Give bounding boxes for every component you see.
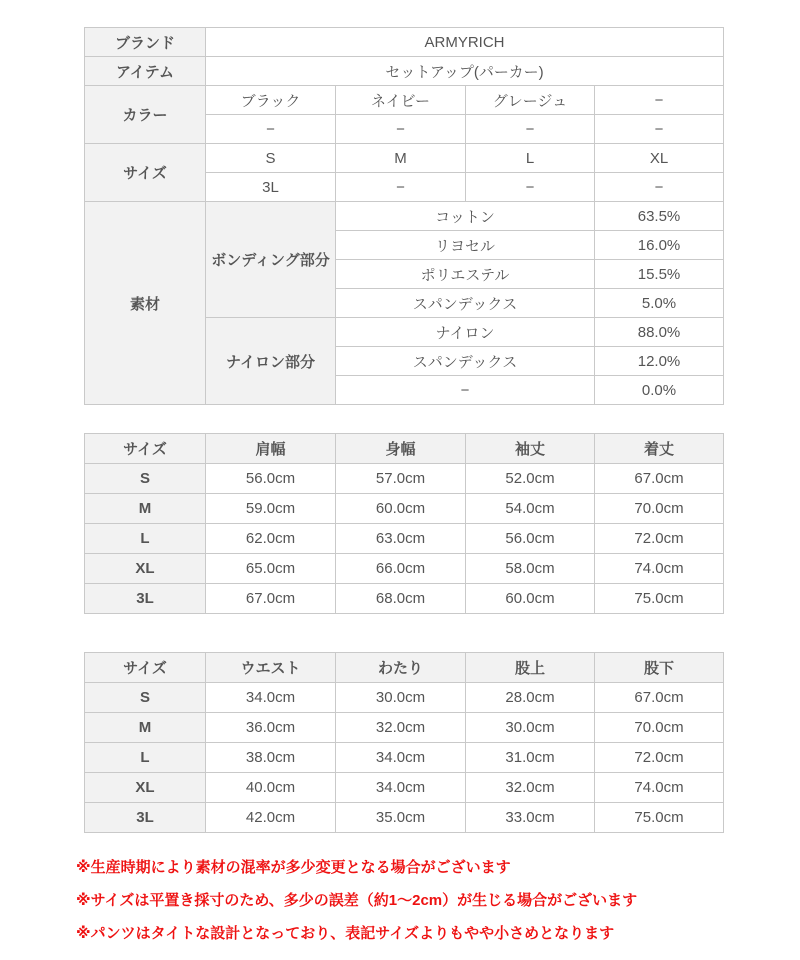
- material-name-cell: −: [336, 376, 595, 405]
- footnote-measurement-tolerance: ※サイズは平置き採寸のため、多少の誤差（約1～2cm）が生じる場合がございます: [76, 892, 638, 909]
- measurement-cell: 34.0cm: [336, 773, 466, 803]
- material-pct-cell: 88.0%: [595, 318, 724, 347]
- size-cell: XL: [595, 144, 724, 173]
- measurement-cell: 75.0cm: [595, 584, 724, 614]
- size-label-cell: サイズ: [85, 144, 206, 202]
- column-header: 身幅: [336, 434, 466, 464]
- material-name-cell: スパンデックス: [336, 289, 595, 318]
- measurement-cell: 34.0cm: [336, 743, 466, 773]
- color-cell: −: [595, 86, 724, 115]
- table-row: [85, 683, 724, 713]
- measurement-cell: 72.0cm: [595, 743, 724, 773]
- item-row: [85, 57, 724, 86]
- brand-row: [85, 28, 724, 57]
- row-size-cell: L: [85, 524, 206, 554]
- color-cell: −: [206, 115, 336, 144]
- material-label-cell: 素材: [85, 202, 206, 405]
- size-cell: −: [595, 173, 724, 202]
- material-pct-cell: 15.5%: [595, 260, 724, 289]
- measurement-cell: 66.0cm: [336, 554, 466, 584]
- table-row: [85, 743, 724, 773]
- measurement-cell: 32.0cm: [466, 773, 595, 803]
- measurement-cell: 74.0cm: [595, 773, 724, 803]
- material-name-cell: スパンデックス: [336, 347, 595, 376]
- measurement-cell: 56.0cm: [466, 524, 595, 554]
- table-row: [85, 494, 724, 524]
- measurement-cell: 68.0cm: [336, 584, 466, 614]
- measurement-cell: 70.0cm: [595, 713, 724, 743]
- size-cell: L: [466, 144, 595, 173]
- bonding-part-label-cell: ボンディング部分: [206, 202, 336, 318]
- tops-measurement-table: [84, 433, 724, 614]
- measurement-cell: 40.0cm: [206, 773, 336, 803]
- measurement-cell: 38.0cm: [206, 743, 336, 773]
- nylon-part-label-cell: ナイロン部分: [206, 318, 336, 405]
- row-size-cell: L: [85, 743, 206, 773]
- material-pct-cell: 12.0%: [595, 347, 724, 376]
- color-row-1: [85, 86, 724, 115]
- pants-measurement-table: [84, 652, 724, 833]
- measurement-cell: 34.0cm: [206, 683, 336, 713]
- footnotes: [76, 857, 800, 944]
- measurement-cell: 56.0cm: [206, 464, 336, 494]
- table-row: [85, 713, 724, 743]
- material-name-cell: ナイロン: [336, 318, 595, 347]
- color-cell: ブラック: [206, 86, 336, 115]
- measurement-cell: 67.0cm: [595, 464, 724, 494]
- size-cell: 3L: [206, 173, 336, 202]
- table-header-row: [85, 653, 724, 683]
- footnote-material-variation: ※生産時期により素材の混率が多少変更となる場合がございます: [76, 859, 511, 876]
- measurement-cell: 30.0cm: [466, 713, 595, 743]
- row-size-cell: S: [85, 683, 206, 713]
- measurement-cell: 31.0cm: [466, 743, 595, 773]
- column-header: ウエスト: [206, 653, 336, 683]
- color-cell: −: [466, 115, 595, 144]
- size-cell: S: [206, 144, 336, 173]
- color-cell: −: [595, 115, 724, 144]
- row-size-cell: M: [85, 713, 206, 743]
- column-header: 股下: [595, 653, 724, 683]
- measurement-cell: 28.0cm: [466, 683, 595, 713]
- row-size-cell: S: [85, 464, 206, 494]
- product-spec-table: [84, 27, 724, 405]
- table-row: [85, 464, 724, 494]
- material-pct-cell: 16.0%: [595, 231, 724, 260]
- color-cell: グレージュ: [466, 86, 595, 115]
- measurement-cell: 60.0cm: [336, 494, 466, 524]
- material-name-cell: ポリエステル: [336, 260, 595, 289]
- row-size-cell: M: [85, 494, 206, 524]
- measurement-cell: 65.0cm: [206, 554, 336, 584]
- color-cell: ネイビー: [336, 86, 466, 115]
- footnote-pants-fit: ※パンツはタイトな設計となっており、表記サイズよりもやや小さめとなります: [76, 925, 615, 942]
- measurement-cell: 70.0cm: [595, 494, 724, 524]
- measurement-cell: 62.0cm: [206, 524, 336, 554]
- size-cell: M: [336, 144, 466, 173]
- table-row: [85, 554, 724, 584]
- measurement-cell: 63.0cm: [336, 524, 466, 554]
- measurement-cell: 52.0cm: [466, 464, 595, 494]
- column-header: サイズ: [85, 653, 206, 683]
- material-name-cell: コットン: [336, 202, 595, 231]
- table-row: [85, 773, 724, 803]
- row-size-cell: XL: [85, 554, 206, 584]
- column-header: サイズ: [85, 434, 206, 464]
- material-pct-cell: 0.0%: [595, 376, 724, 405]
- measurement-cell: 72.0cm: [595, 524, 724, 554]
- size-row-1: [85, 144, 724, 173]
- measurement-cell: 32.0cm: [336, 713, 466, 743]
- item-value-cell: セットアップ(パーカー): [206, 57, 724, 86]
- column-header: わたり: [336, 653, 466, 683]
- measurement-cell: 33.0cm: [466, 803, 595, 833]
- measurement-cell: 74.0cm: [595, 554, 724, 584]
- item-label-cell: アイテム: [85, 57, 206, 86]
- column-header: 袖丈: [466, 434, 595, 464]
- measurement-cell: 35.0cm: [336, 803, 466, 833]
- measurement-cell: 75.0cm: [595, 803, 724, 833]
- measurement-cell: 60.0cm: [466, 584, 595, 614]
- table-row: [85, 524, 724, 554]
- row-size-cell: XL: [85, 773, 206, 803]
- table-row: [85, 803, 724, 833]
- column-header: 着丈: [595, 434, 724, 464]
- measurement-cell: 67.0cm: [595, 683, 724, 713]
- material-name-cell: リヨセル: [336, 231, 595, 260]
- measurement-cell: 42.0cm: [206, 803, 336, 833]
- measurement-cell: 30.0cm: [336, 683, 466, 713]
- row-size-cell: 3L: [85, 584, 206, 614]
- measurement-cell: 57.0cm: [336, 464, 466, 494]
- row-size-cell: 3L: [85, 803, 206, 833]
- color-cell: −: [336, 115, 466, 144]
- material-pct-cell: 63.5%: [595, 202, 724, 231]
- measurement-cell: 67.0cm: [206, 584, 336, 614]
- measurement-cell: 58.0cm: [466, 554, 595, 584]
- column-header: 肩幅: [206, 434, 336, 464]
- brand-value-cell: ARMYRICH: [206, 28, 724, 57]
- table-header-row: [85, 434, 724, 464]
- measurement-cell: 54.0cm: [466, 494, 595, 524]
- column-header: 股上: [466, 653, 595, 683]
- size-cell: −: [466, 173, 595, 202]
- measurement-cell: 59.0cm: [206, 494, 336, 524]
- material-row: [85, 202, 724, 231]
- table-row: [85, 584, 724, 614]
- color-label-cell: カラー: [85, 86, 206, 144]
- size-cell: −: [336, 173, 466, 202]
- material-pct-cell: 5.0%: [595, 289, 724, 318]
- brand-label-cell: ブランド: [85, 28, 206, 57]
- measurement-cell: 36.0cm: [206, 713, 336, 743]
